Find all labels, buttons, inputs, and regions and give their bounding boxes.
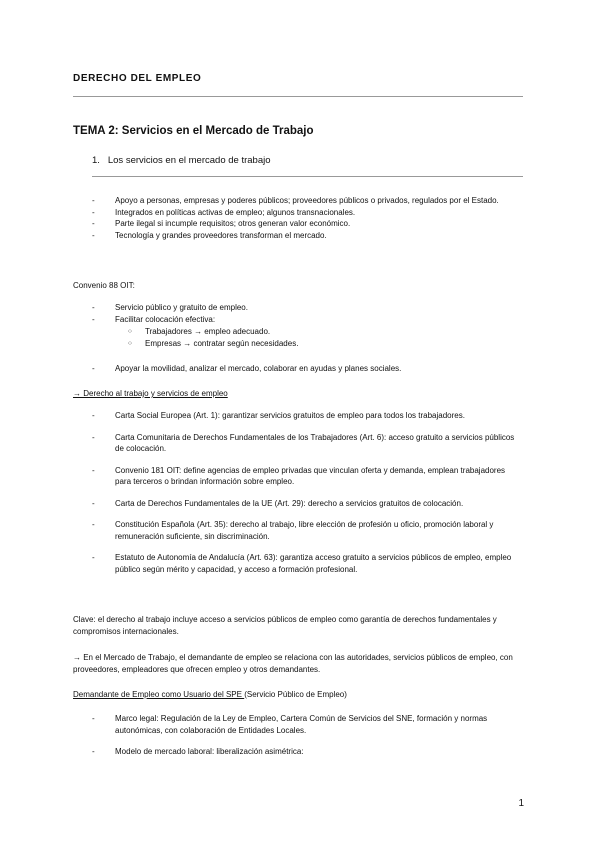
demandante-list <box>92 713 520 758</box>
page-number: 1 <box>518 798 524 809</box>
list-item: - Apoyo a personas, empresas y poderes públicos; proveedores públicos o privados, regulados por el Estado. <box>92 195 522 207</box>
sub-list-item: ○ Trabajadores → empleo adecuado. <box>128 326 518 338</box>
document-header: DERECHO DEL EMPLEO <box>73 73 202 84</box>
list-item: - Servicio público y gratuito de empleo. <box>92 302 522 314</box>
sub-list-item: ○ Empresas → contratar según necesidades. <box>128 338 518 350</box>
derecho-list <box>92 410 520 575</box>
mercado-paragraph: → En el Mercado de Trabajo, el demandante de empleo se relaciona con las autoridades, servicios públicos de empleo, con proveedores, empleadores que ofrecen empleo y otros demandantes. <box>73 653 513 674</box>
tema-title: TEMA 2: Servicios en el Mercado de Trabajo <box>73 125 314 137</box>
intro-list <box>92 195 522 241</box>
convenio-88-heading: Convenio 88 OIT: <box>73 281 135 290</box>
list-item: - Apoyar la movilidad, analizar el mercado, colaborar en ayudas y planes sociales. <box>92 363 522 375</box>
section-title: Los servicios en el mercado de trabajo <box>107 155 271 166</box>
list-item: - Parte ilegal si incumple requisitos; otros generan valor económico. <box>92 218 522 230</box>
header-divider <box>73 96 523 97</box>
list-item: - Marco legal: Regulación de la Ley de Empleo, Cartera Común de Servicios del SNE, formación y normas autonómicas, con colaboración de Entidades Locales. <box>92 713 520 736</box>
list-item: - Estatuto de Autonomía de Andalucía (Art. 63): garantiza acceso gratuito a servicios públicos de empleo, empleo público según mérito y capacidad, y acceso a formación profesional. <box>92 552 520 575</box>
list-item: - Integrados en políticas activas de empleo; algunos transnacionales. <box>92 207 522 219</box>
convenio-88-sublist <box>128 326 518 349</box>
demandante-heading-underlined: Demandante de Empleo como Usuario del SPE <box>73 690 245 699</box>
list-item: - Modelo de mercado laboral: liberalización asimétrica: <box>92 746 520 758</box>
list-item: - Tecnología y grandes proveedores transforman el mercado. <box>92 230 522 242</box>
list-item: - Carta Social Europea (Art. 1): garantizar servicios gratuitos de empleo para todos los trabajadores. <box>92 410 520 422</box>
demandante-heading <box>73 689 347 701</box>
list-item: - Constitución Española (Art. 35): derecho al trabajo, libre elección de profesión u oficio, promoción laboral y remuneración suficiente, sin discriminación. <box>92 519 520 542</box>
list-item: - Convenio 181 OIT: define agencias de empleo privadas que vinculan oferta y demanda, emplean trabajadores para terceros o brindan información sobre empleo. <box>92 465 520 488</box>
clave-paragraph: Clave: el derecho al trabajo incluye acceso a servicios públicos de empleo como garantía de derechos fundamentales y compromisos internacionales. <box>73 615 497 636</box>
section-divider <box>92 176 523 177</box>
list-item: - Carta Comunitaria de Derechos Fundamentales de los Trabajadores (Art. 6): acceso gratuito a servicios públicos de colocación. <box>92 432 520 455</box>
list-item: - Facilitar colocación efectiva: <box>92 314 522 326</box>
list-item: - Carta de Derechos Fundamentales de la UE (Art. 29): derecho a servicios gratuitos de colocación. <box>92 498 520 510</box>
section-1-heading <box>92 155 271 166</box>
derecho-heading: → Derecho al trabajo y servicios de empleo <box>73 389 228 398</box>
section-number: 1. <box>92 155 100 166</box>
convenio-88-list-end <box>92 363 522 375</box>
convenio-88-list <box>92 302 522 325</box>
demandante-heading-rest: (Servicio Público de Empleo) <box>244 690 347 699</box>
